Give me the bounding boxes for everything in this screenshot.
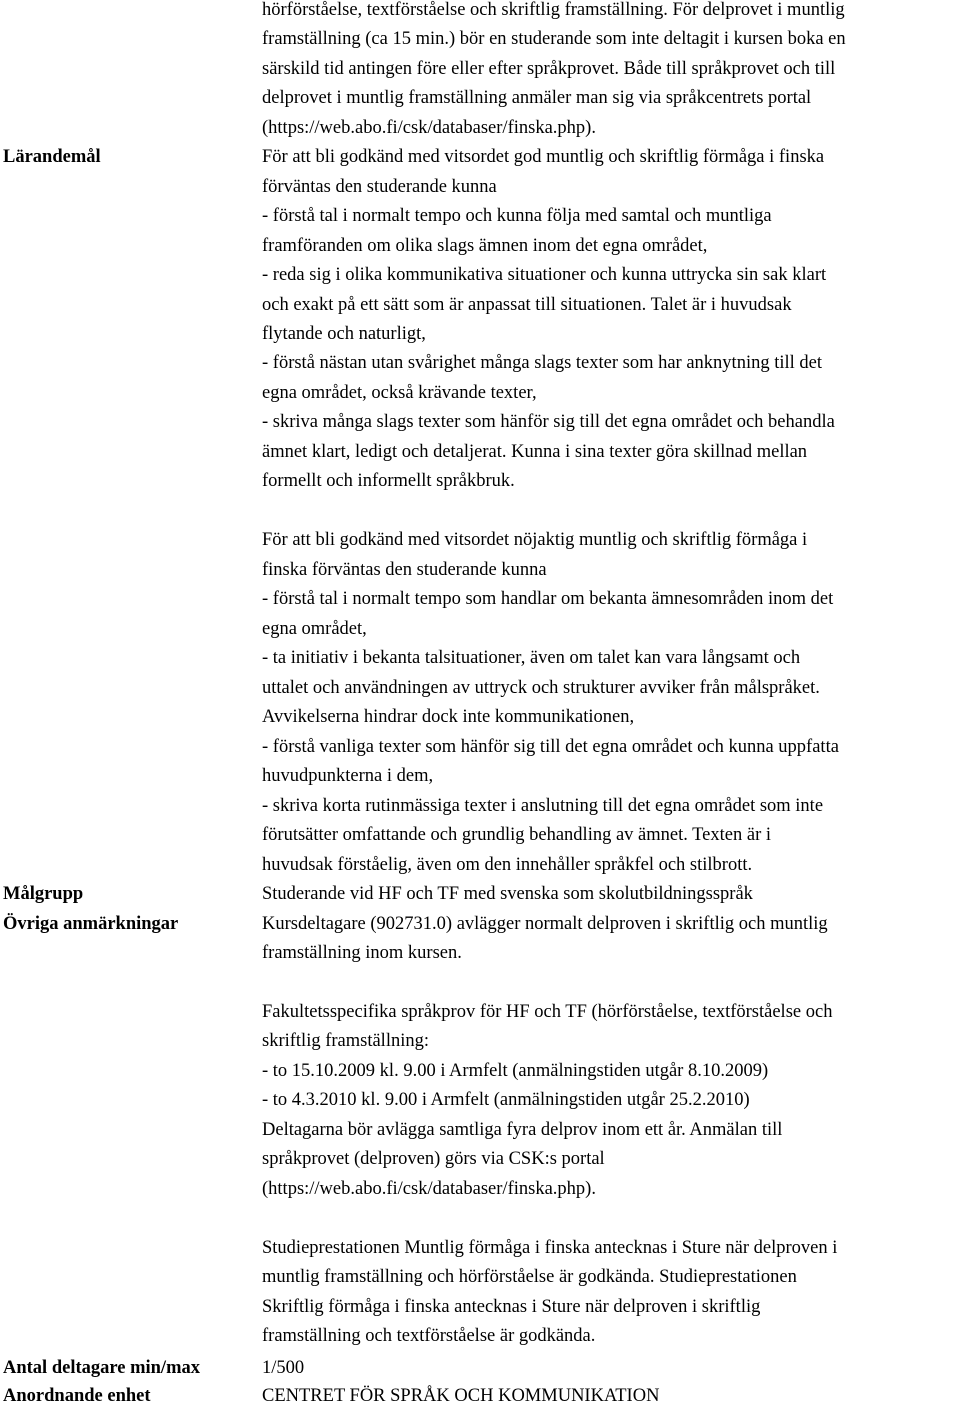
text-line: hörförståelse, textförståelse och skriftlig framställning. För delprovet i muntlig (262, 0, 845, 20)
antal-deltagare-value: 1/500 (262, 1358, 305, 1378)
text-line: - förstå vanliga texter som hänför sig till det egna området och kunna uppfatta (262, 737, 839, 757)
text-line: Skriftlig förmåga i finska antecknas i Sture när delproven i skriftlig (262, 1297, 761, 1317)
text-line: Fakultetsspecifika språkprov för HF och TF (hörförståelse, textförståelse och (262, 1002, 833, 1022)
text-line: (https://web.abo.fi/csk/databaser/finska.php). (262, 1179, 596, 1199)
anordnande-enhet-value: CENTRET FÖR SPRÅK OCH KOMMUNIKATION (262, 1386, 660, 1406)
label-antal-deltagare: Antal deltagare min/max (3, 1358, 200, 1378)
text-line: - reda sig i olika kommunikativa situationer och kunna uttrycka sin sak klart (262, 265, 827, 285)
label-larandemal: Lärandemål (3, 147, 101, 167)
label-ovriga-anmarkningar: Övriga anmärkningar (3, 914, 179, 934)
text-line: - skriva många slags texter som hänför sig till det egna området och behandla (262, 412, 835, 432)
text-line: framföranden om olika slags ämnen inom det egna området, (262, 236, 708, 256)
text-line: särskild tid antingen före eller efter språkprovet. Både till språkprovet och till (262, 59, 836, 79)
malgrupp-value: Studerande vid HF och TF med svenska som skolutbildningsspråk (262, 884, 753, 904)
text-line: finska förväntas den studerande kunna (262, 560, 547, 580)
text-line: - to 15.10.2009 kl. 9.00 i Armfelt (anmälningstiden utgår 8.10.2009) (262, 1061, 769, 1081)
text-line: - to 4.3.2010 kl. 9.00 i Armfelt (anmälningstiden utgår 25.2.2010) (262, 1090, 750, 1110)
text-line: framställning inom kursen. (262, 943, 462, 963)
text-line: - förstå nästan utan svårighet många slags texter som har anknytning till det (262, 353, 822, 373)
text-line: För att bli godkänd med vitsordet nöjaktig muntlig och skriftlig förmåga i (262, 530, 808, 550)
text-line: Deltagarna bör avlägga samtliga fyra delprov inom ett år. Anmälan till (262, 1120, 783, 1140)
text-line: ämnet klart, ledigt och detaljerat. Kunna i sina texter göra skillnad mellan (262, 442, 808, 462)
text-line: uttalet och användningen av uttryck och strukturer avviker från målspråket. (262, 678, 820, 698)
text-line: - skriva korta rutinmässiga texter i anslutning till det egna området som inte (262, 796, 824, 816)
text-line: Avvikelserna hindrar dock inte kommunikationen, (262, 707, 635, 727)
text-line: delprovet i muntlig framställning anmäler man sig via språkcentrets portal (262, 88, 812, 108)
text-line: huvudsak förståelig, även om den innehåller språkfel och stilbrott. (262, 855, 753, 875)
text-line: och exakt på ett sätt som är anpassat till situationen. Talet är i huvudsak (262, 295, 792, 315)
text-line: huvudpunkterna i dem, (262, 766, 434, 786)
text-line: - förstå tal i normalt tempo och kunna följa med samtal och muntliga (262, 206, 772, 226)
text-line: språkprovet (delproven) görs via CSK:s portal (262, 1149, 605, 1169)
text-line: skriftlig framställning: (262, 1031, 429, 1051)
text-line: egna området, också krävande texter, (262, 383, 537, 403)
label-anordnande-enhet: Anordnande enhet (3, 1386, 151, 1406)
text-line: Studieprestationen Muntlig förmåga i finska antecknas i Sture när delproven i (262, 1238, 838, 1258)
text-line: Kursdeltagare (902731.0) avlägger normalt delproven i skriftlig och muntlig (262, 914, 828, 934)
text-line: framställning och textförståelse är godkända. (262, 1326, 596, 1346)
text-line: formellt och informellt språkbruk. (262, 471, 515, 491)
text-line: - förstå tal i normalt tempo som handlar om bekanta ämnesområden inom det (262, 589, 834, 609)
text-line: förutsätter omfattande och grundlig behandling av ämnet. Texten är i (262, 825, 772, 845)
text-line: förväntas den studerande kunna (262, 177, 497, 197)
text-line: För att bli godkänd med vitsordet god muntlig och skriftlig förmåga i finska (262, 147, 825, 167)
text-line: (https://web.abo.fi/csk/databaser/finska.php). (262, 118, 596, 138)
text-line: flytande och naturligt, (262, 324, 426, 344)
text-line: - ta initiativ i bekanta talsituationer, även om talet kan vara långsamt och (262, 648, 801, 668)
text-line: muntlig framställning och hörförståelse är godkända. Studieprestationen (262, 1267, 797, 1287)
text-line: egna området, (262, 619, 367, 639)
label-malgrupp: Målgrupp (3, 884, 84, 904)
text-line: framställning (ca 15 min.) bör en studerande som inte deltagit i kursen boka en (262, 29, 846, 49)
